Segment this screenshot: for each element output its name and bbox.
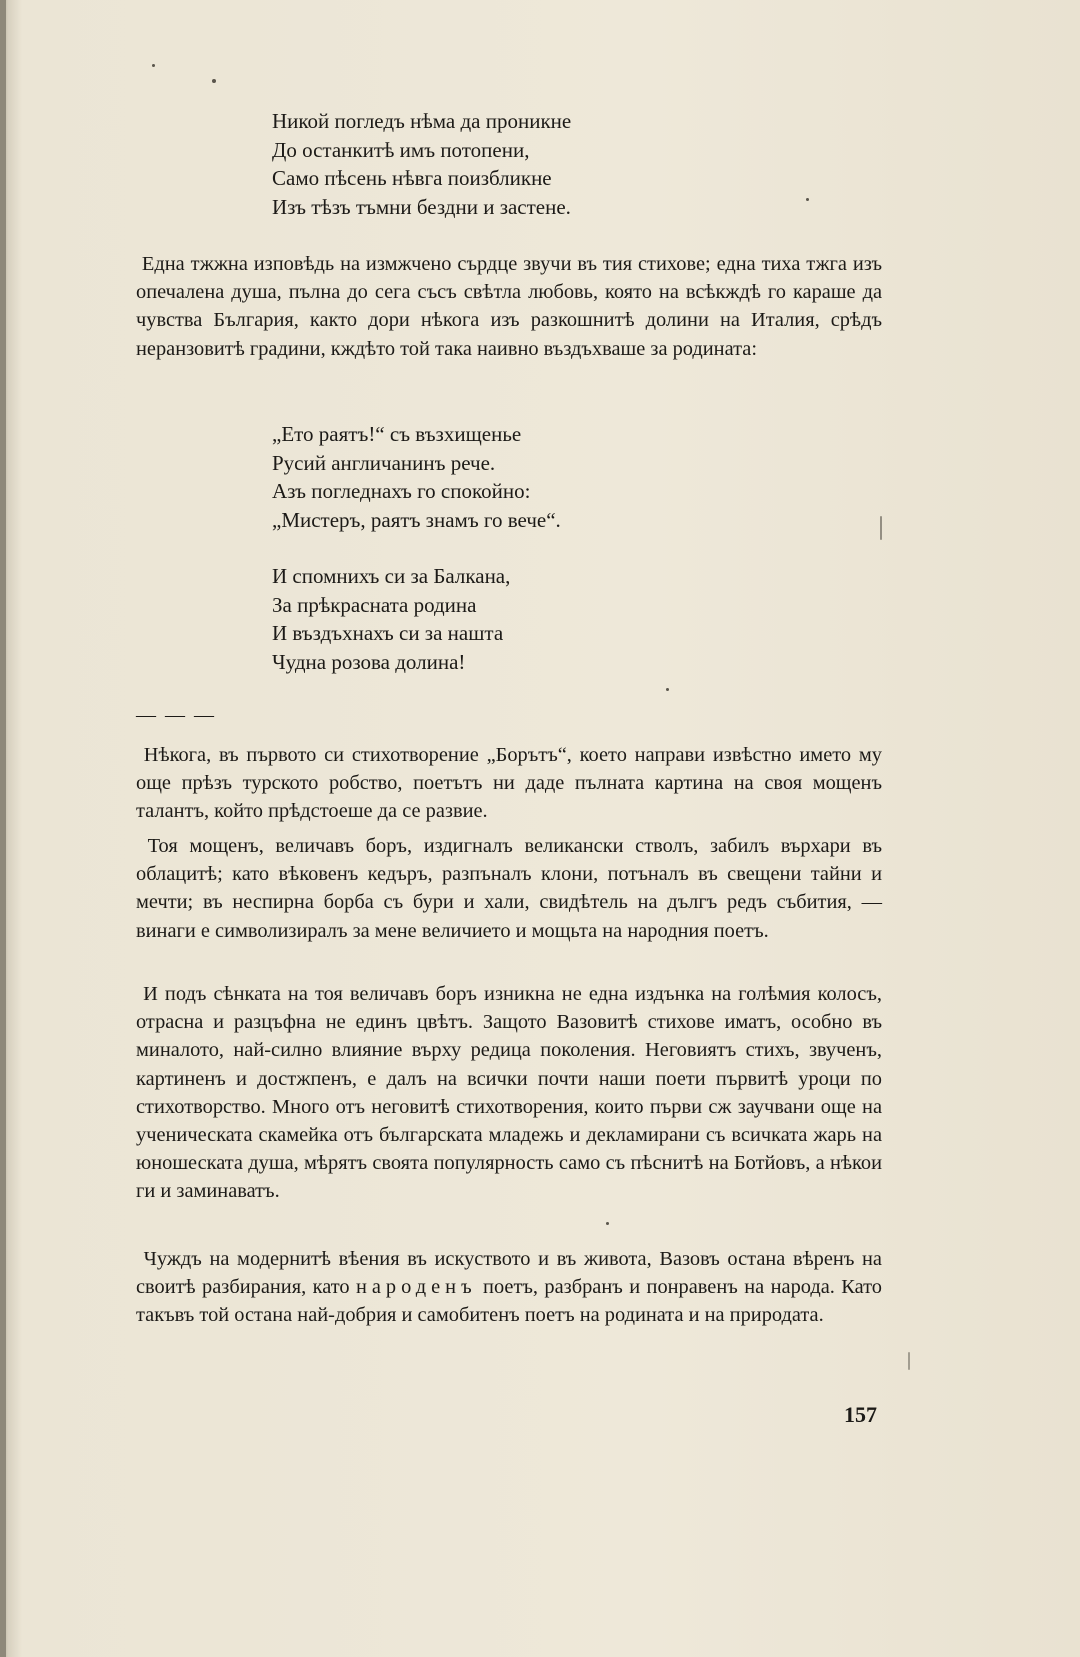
paragraph-4 [136,980,882,1206]
paragraph-1 [136,250,882,363]
verse-line: Чудна розова долина! [272,649,466,674]
paragraph-5 [136,1245,882,1330]
page-number: 157 [844,1402,877,1427]
verse-line: За прѣкрасната родина [272,592,477,617]
speck [806,198,809,201]
speck [212,79,216,83]
paragraph-3 [136,832,882,945]
verse-line: „Мистеръ, раятъ знамъ го вече“. [272,507,561,532]
speck [606,1222,609,1225]
paragraph-2 [136,741,882,826]
speck [880,516,882,540]
poem-stanza-2 [272,420,561,534]
verse-line: „Ето раятъ!“ съ възхищенье [272,422,522,446]
verse-line: До останкитѣ имъ потопени, [272,137,530,162]
poem-stanza-1 [272,107,571,221]
speck [666,688,669,691]
paragraph-4-text: И подъ сѣнката на тоя величавъ боръ изникна не една издънка на голѣмия колосъ, отрасна и разцъфна не единъ цвѣтъ. Защото Вазовитѣ стихове иматъ, особно въ миналото, най-силно влияние върху редица поколения. Неговиятъ стихъ, звученъ, картиненъ и достжпенъ, е далъ на всички почти наши поети първитѣ уроци по стихотворство. Много отъ неговитѣ стихотворения, които първи сж заучвани още на ученическата скамейка отъ българската младежь и декламирани съ всичката жарь на юношеската душа, мѣрятъ своята популярность само съ пѣснитѣ на Ботйовъ, а нѣкои ги и заминаватъ. [136,983,882,1203]
verse-line: Изъ тѣзъ тъмни бездни и застене. [272,194,571,219]
verse-line: И спомнихъ си за Балкана, [272,564,511,588]
emphasized-word: народенъ [355,1276,477,1299]
paragraph-2-text: Нѣкога, въ първото си стихотворение „Борътъ“, което направи извѣстно името му още прѣзъ турското робство, поетътъ ни даде пълната картина на своя мощенъ талантъ, който прѣдстоеше да се развие. [136,744,882,823]
paragraph-5-text-a: Чуждъ на модернитѣ вѣения въ искуството и въ живота, Вазовъ остана вѣренъ на своитѣ разбирания, като [136,1248,882,1299]
poem-stanza-3 [272,562,510,676]
verse-line: И въздъхнахъ си за нашта [272,621,504,645]
verse-line: Азъ погледнахъ го спокойно: [272,479,531,503]
speck [908,1352,910,1370]
paragraph-1-text: Една тжжна изповѣдь на измжчено сърдце звучи въ тия стихове; една тиха тжга изъ опечалена душа, пълна до сега съсъ свѣтла любовь, която на всѣкждѣ го караше да чувства България, както дори нѣкога изъ разкошнитѣ долини на Италия, срѣдъ неранзовитѣ градини, кждѣто той така наивно въздъхваше за родината: [136,253,882,360]
verse-line: Никой погледъ нѣма да проникне [272,109,572,133]
paragraph-3-text: Тоя мощенъ, величавъ боръ, издигналъ великански стволъ, забилъ върхари въ облацитѣ; като вѣковенъ кедъръ, разпъналъ клони, потъналъ въ свещени тайни и мечти; въ неспирна борба съ бури и хали, свидѣтель на дългъ редъ събития, — винаги е символизиралъ за мене величието и мощьта на народния поетъ. [136,835,882,942]
speck [152,64,155,67]
page-spine-shadow [0,0,6,1657]
paragraph-5-text-c: поетъ, разбранъ и понравенъ на народа. Като такъвъ той остана най-добрия и самобитенъ поетъ на родината и на природата. [136,1276,882,1327]
verse-line: Само пѣсень нѣвга поизбликне [272,166,552,190]
section-separator: — — — [136,704,216,726]
verse-line: Русий англичанинъ рече. [272,450,496,475]
